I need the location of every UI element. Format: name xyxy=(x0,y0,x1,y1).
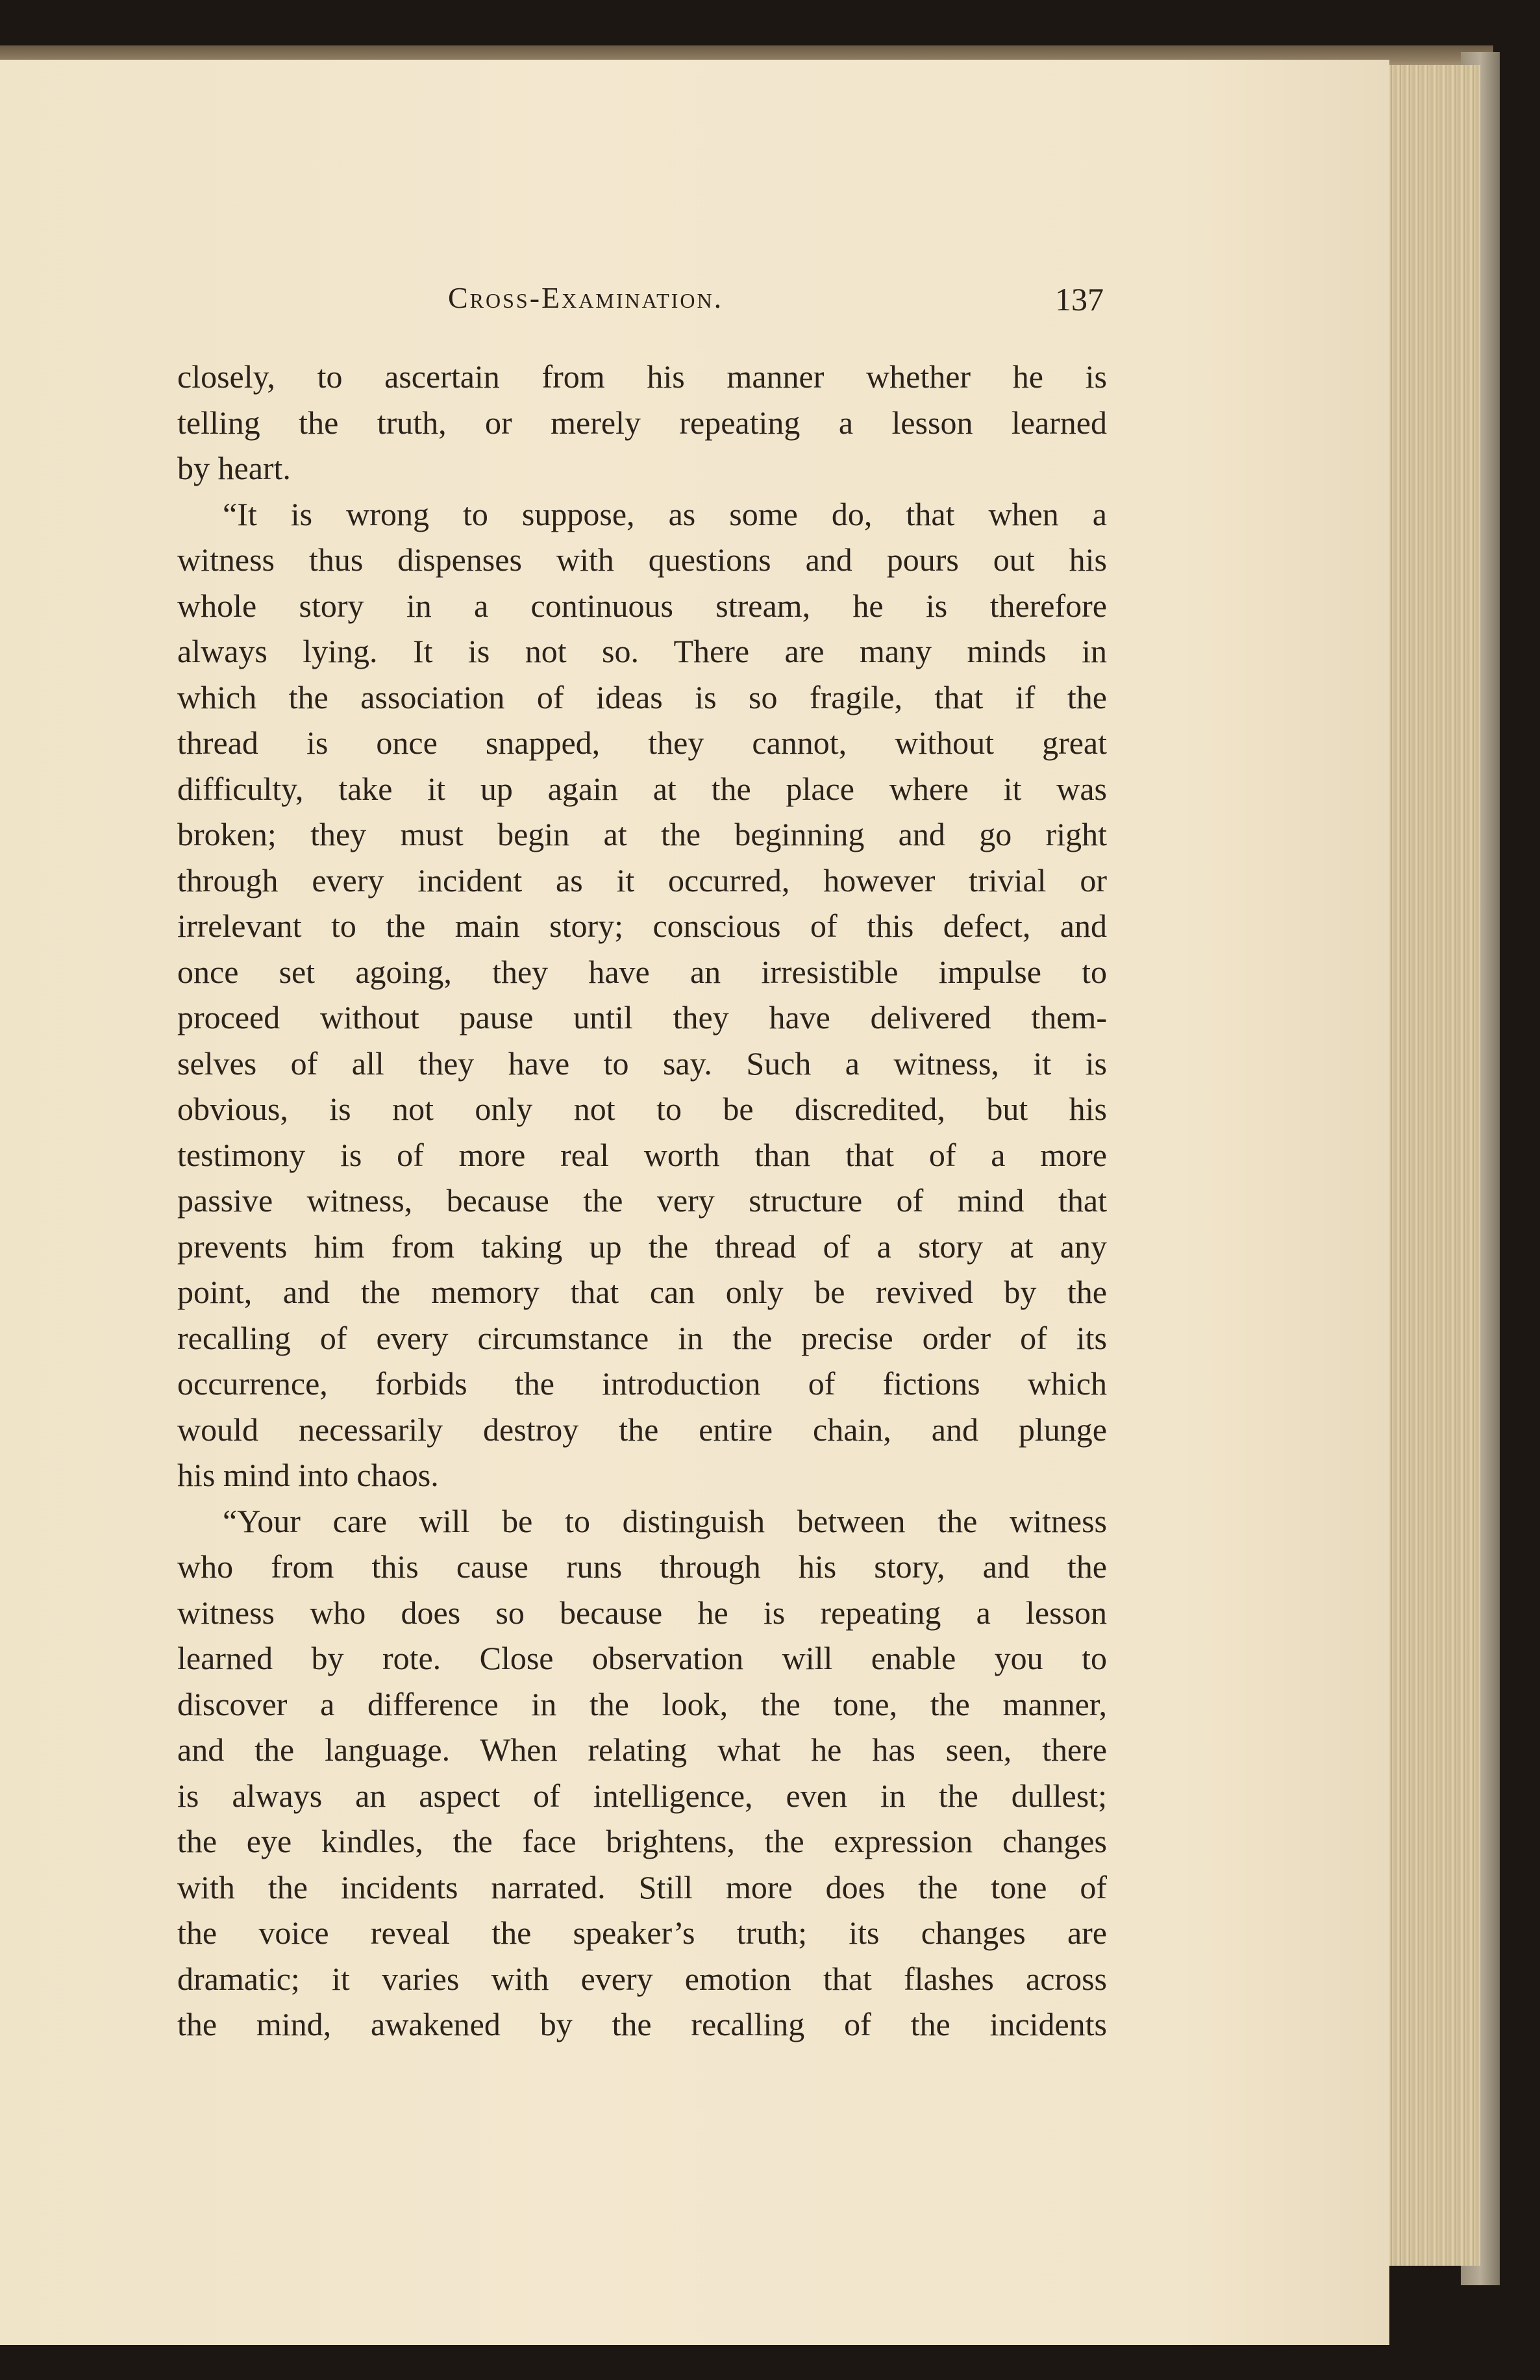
text-line: telling the truth, or merely repeating a lesson learned xyxy=(177,404,1107,441)
text-line: the eye kindles, the face brightens, the expression changes xyxy=(177,1823,1107,1859)
text-line: once set agoing, they have an irresistible impulse to xyxy=(177,953,1107,990)
text-line: prevents him from taking up the thread of a story at any xyxy=(177,1228,1107,1265)
text-line: broken; they must begin at the beginning and go right xyxy=(177,816,1107,852)
text-line: obvious, is not only not to be discredited, but his xyxy=(177,1091,1107,1127)
text-line: thread is once snapped, they cannot, without great xyxy=(177,725,1107,761)
text-line: recalling of every circumstance in the precise order of its xyxy=(177,1319,1107,1356)
text-line: the voice reveal the speaker’s truth; its changes are xyxy=(177,1915,1107,1951)
text-line: the mind, awakened by the recalling of the incidents xyxy=(177,2006,1107,2042)
text-line: through every incident as it occurred, however trivial or xyxy=(177,862,1107,899)
text-line: would necessarily destroy the entire chain, and plunge xyxy=(177,1411,1107,1448)
text-line: learned by rote. Close observation will enable you to xyxy=(177,1640,1107,1676)
text-line: proceed without pause until they have delivered them- xyxy=(177,999,1107,1035)
text-line: occurrence, forbids the introduction of fictions which xyxy=(177,1365,1107,1402)
text-line: and the language. When relating what he has seen, there xyxy=(177,1731,1107,1768)
text-line: which the association of ideas is so fragile, that if the xyxy=(177,678,1107,715)
text-line: closely, to ascertain from his manner whether he is xyxy=(177,358,1107,395)
running-title: Cross-Examination. xyxy=(448,281,724,314)
page-number: 137 xyxy=(1055,281,1104,317)
text-line: testimony is of more real worth than that of a more xyxy=(177,1136,1107,1173)
body-text xyxy=(177,354,1107,2048)
page-stack-edge xyxy=(1383,65,1480,2266)
text-line: difficulty, take it up again at the place where it was xyxy=(177,770,1107,807)
text-line: by heart. xyxy=(177,450,291,486)
text-line: dramatic; it varies with every emotion that flashes across xyxy=(177,1960,1107,1997)
text-line: irrelevant to the main story; conscious of this defect, and xyxy=(177,908,1107,944)
text-line: witness who does so because he is repeating a lesson xyxy=(177,1594,1107,1631)
text-line: is always an aspect of intelligence, even in the dullest; xyxy=(177,1777,1107,1814)
text-line: who from this cause runs through his story, and the xyxy=(177,1548,1107,1585)
text-line: with the incidents narrated. Still more does the tone of xyxy=(177,1868,1107,1905)
text-line: “It is wrong to suppose, as some do, that when a xyxy=(223,495,1107,532)
text-line: witness thus dispenses with questions and pours out his xyxy=(177,541,1107,578)
text-line: point, and the memory that can only be revived by the xyxy=(177,1274,1107,1310)
text-line: passive witness, because the very structure of mind that xyxy=(177,1182,1107,1219)
text-line: “Your care will be to distinguish between the witness xyxy=(223,1502,1107,1539)
text-line: selves of all they have to say. Such a witness, it is xyxy=(177,1045,1107,1082)
running-head xyxy=(175,280,1117,327)
text-line: always lying. It is not so. There are many minds in xyxy=(177,633,1107,669)
text-line: his mind into chaos. xyxy=(177,1457,439,1493)
text-line: discover a difference in the look, the tone, the manner, xyxy=(177,1685,1107,1722)
text-line: whole story in a continuous stream, he is therefore xyxy=(177,587,1107,624)
